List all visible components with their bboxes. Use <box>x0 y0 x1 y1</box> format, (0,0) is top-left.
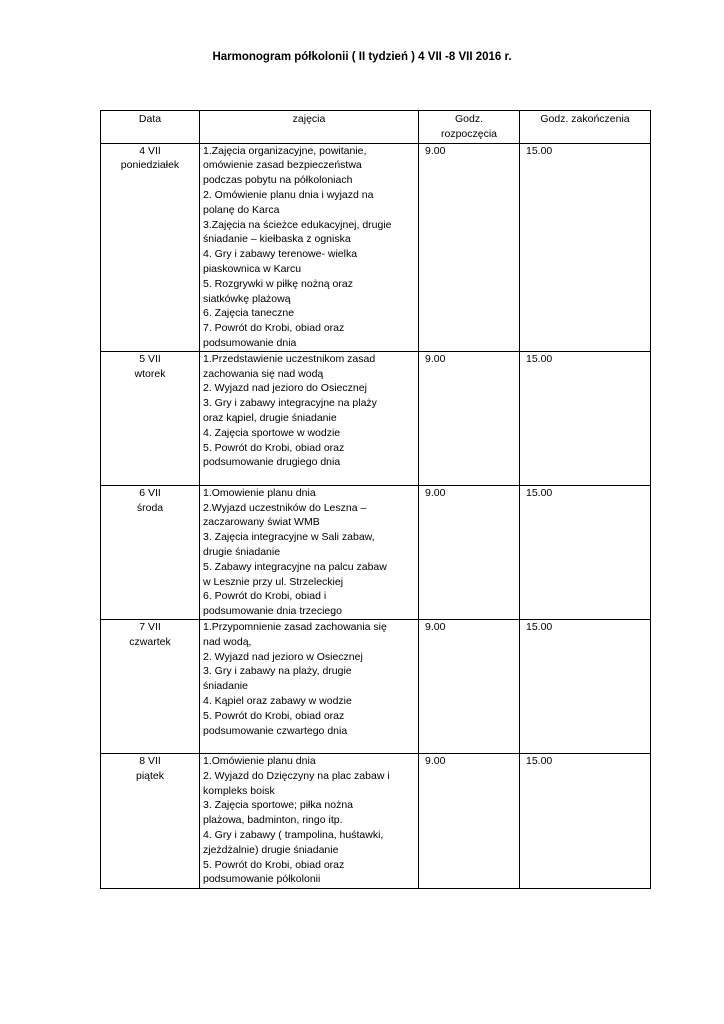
activity-line: 4. Gry i zabawy terenowe- wielka <box>203 248 358 261</box>
activity-line: podsumowanie czwartego dnia <box>203 724 348 737</box>
activity-line: 5. Rozgrywki w piłkę nożną oraz <box>203 277 353 290</box>
activity-line: 5. Powrót do Krobi, obiad oraz <box>203 709 345 722</box>
activity-line: 1.Przedstawienie uczestnikom zasad <box>203 352 376 365</box>
row-day: czwartek <box>129 635 171 648</box>
activity-line: siatkówkę plażową <box>203 292 291 305</box>
header-date: Data <box>101 111 200 144</box>
row-end-time: 15.00 <box>520 619 651 753</box>
activity-line: 3. Gry i zabawy integracyjne na plaży <box>203 397 377 410</box>
header-start-line1: Godz. <box>454 113 483 125</box>
activity-line: 5. Powrót do Krobi, obiad oraz <box>203 441 345 454</box>
header-start-line2: rozpoczęcia <box>440 127 498 140</box>
activity-line: 1.Przypomnienie zasad zachowania się <box>203 620 387 633</box>
row-activities <box>200 485 419 619</box>
activity-line: nad wodą, <box>203 635 252 648</box>
activity-line: polanę do Karca <box>203 203 280 216</box>
activity-line: podczas pobytu na półkoloniach <box>203 174 353 187</box>
schedule-table <box>100 110 651 889</box>
row-end-time: 15.00 <box>520 485 651 619</box>
activity-line: zachowania się nad wodą <box>203 367 324 380</box>
activity-line: w Lesznie przy ul. Strzeleckiej <box>203 575 344 588</box>
activity-line: 4. Zajęcia sportowe w wodzie <box>203 426 341 439</box>
row-date: 5 VII <box>139 352 161 365</box>
activity-line: śniadanie – kiełbaska z ogniska <box>203 233 351 246</box>
table-row <box>101 143 651 351</box>
row-end-time: 15.00 <box>520 351 651 485</box>
row-date-cell <box>101 619 200 753</box>
row-date-cell <box>101 485 200 619</box>
row-activities <box>200 351 419 485</box>
row-day: wtorek <box>134 367 166 380</box>
activity-line: 2.Wyjazd uczestników do Leszna – <box>203 501 367 514</box>
activity-line: zaczarowany świat WMB <box>203 516 320 529</box>
activity-line: kompleks boisk <box>203 784 275 797</box>
activity-line: 5. Zabawy integracyjne na palcu zabaw <box>203 560 387 573</box>
table-row <box>101 351 651 485</box>
activity-line: 3. Gry i zabawy na plaży, drugie <box>203 665 352 678</box>
page-title: Harmonogram półkolonii ( II tydzień ) 4 VII -8 VII 2016 r. <box>212 51 512 63</box>
table-row <box>101 485 651 619</box>
header-end: Godz. zakończenia <box>520 111 651 144</box>
header-start <box>419 111 520 144</box>
row-activities <box>200 619 419 753</box>
activity-line: śniadanie <box>203 680 248 693</box>
activity-line: piaskownica w Karcu <box>203 262 302 275</box>
row-date: 4 VII <box>139 144 161 157</box>
row-date: 6 VII <box>139 486 161 499</box>
activity-line: 2. Wyjazd do Dzięczyny na plac zabaw i <box>203 769 390 782</box>
table-row <box>101 753 651 888</box>
activity-line: plażowa, badminton, ringo itp. <box>203 814 343 827</box>
activity-line: 3. Zajęcia integracyjne w Sali zabaw, <box>203 531 375 544</box>
row-date-cell <box>101 351 200 485</box>
activity-line: 6. Powrót do Krobi, obiad i <box>203 590 327 603</box>
activity-line: 1.Omowienie planu dnia <box>203 486 316 499</box>
row-date: 7 VII <box>139 620 161 633</box>
row-date: 8 VII <box>139 754 161 767</box>
row-activities <box>200 143 419 351</box>
activity-line: 1.Omówienie planu dnia <box>203 754 316 767</box>
activity-line: 3. Zajęcia sportowe; piłka nożna <box>203 799 353 812</box>
row-day: piątek <box>135 769 165 782</box>
activity-line: podsumowanie drugiego dnia <box>203 456 341 469</box>
row-day: środa <box>136 501 164 514</box>
activity-line: oraz kąpiel, drugie śniadanie <box>203 411 337 424</box>
activity-line: drugie śniadanie <box>203 545 281 558</box>
activity-line: 2. Wyjazd nad jezioro do Osiecznej <box>203 382 367 395</box>
row-start-time: 9.00 <box>419 753 520 888</box>
activity-line: 2. Wyjazd nad jezioro w Osiecznej <box>203 650 363 663</box>
activity-line: 5. Powrót do Krobi, obiad oraz <box>203 858 345 871</box>
activity-line: podsumowanie dnia <box>203 336 297 349</box>
row-start-time: 9.00 <box>419 143 520 351</box>
activity-line: omówienie zasad bezpieczeństwa <box>203 159 362 172</box>
row-date-cell <box>101 753 200 888</box>
activity-line: 1.Zajęcia organizacyjne, powitanie, <box>203 144 367 157</box>
activity-line: 4. Gry i zabawy ( trampolina, huśtawki, <box>203 828 384 841</box>
activity-line: 7. Powrót do Krobi, obiad oraz <box>203 322 345 335</box>
activity-line: zjeżdżalnie) drugie śniadanie <box>203 843 339 856</box>
row-start-time: 9.00 <box>419 351 520 485</box>
row-start-time: 9.00 <box>419 619 520 753</box>
table-row <box>101 619 651 753</box>
activity-line: 4. Kąpiel oraz zabawy w wodzie <box>203 694 352 707</box>
activity-line: 2. Omówienie planu dnia i wyjazd na <box>203 188 374 201</box>
row-date-cell <box>101 143 200 351</box>
activity-line: 6. Zajęcia taneczne <box>203 307 295 320</box>
header-activities: zajęcia <box>200 111 419 144</box>
row-day: poniedziałek <box>120 159 180 172</box>
row-end-time: 15.00 <box>520 753 651 888</box>
activity-line: podsumowanie dnia trzeciego <box>203 605 342 618</box>
table-header-row <box>101 111 651 144</box>
row-activities <box>200 753 419 888</box>
row-start-time: 9.00 <box>419 485 520 619</box>
activity-line: 3.Zajęcia na ścieżce edukacyjnej, drugie <box>203 218 392 231</box>
row-end-time: 15.00 <box>520 143 651 351</box>
activity-line: podsumowanie półkolonii <box>203 873 321 886</box>
